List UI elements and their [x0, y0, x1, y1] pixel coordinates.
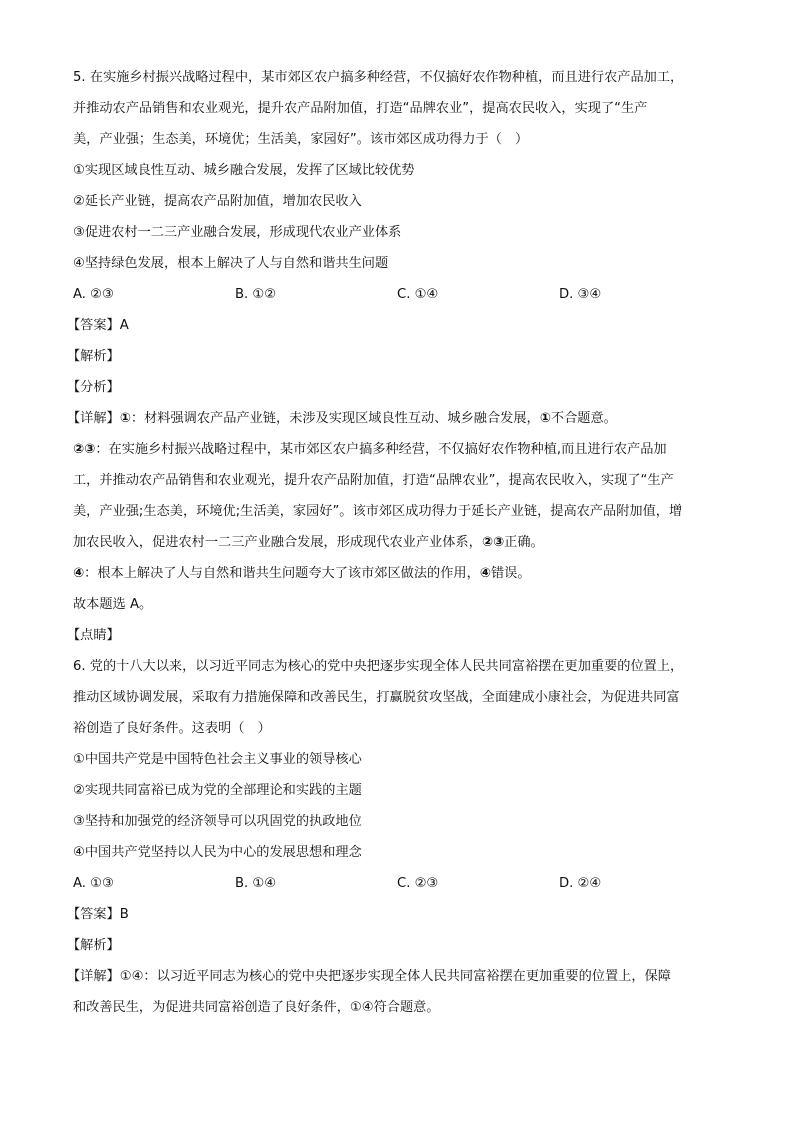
q5-detail-p2-line — [73, 434, 728, 465]
q5-stem-line: 并推动农产品销售和农业观光，提升农产品附加值，打造“品牌农业”，提高农民收入，实现了“生产 — [73, 101, 648, 116]
q6-item-3: ③坚持和加强党的经济领导可以巩固党的执政地位 — [73, 814, 362, 829]
q6-item-1: ①中国共产党是中国特色社会主义事业的领导核心 — [73, 752, 362, 767]
q6-detail-line: 和改善民生，为促进共同富裕创造了良好条件，①④符合题意。 — [73, 1000, 440, 1015]
q5-stem-line: 5. 在实施乡村振兴战略过程中，某市郊区农户搞多种经营，不仅搞好农作物种植，而且进行农产品加工， — [73, 70, 684, 85]
q6-stem-line: 裕创造了良好条件。这表明（ ） — [73, 721, 271, 736]
q5-item-3: ③促进农村一二三产业融合发展，形成现代农业产业体系 — [73, 225, 402, 240]
q5-stem-line: 美，产业强；生态美，环境优；生活美，家园好”。该市郊区成功得力于（ ） — [73, 132, 529, 147]
q6-detail-line: 【详解】①④：以习近平同志为核心的党中央把逐步实现全体人民共同富裕摆在更加重要的位置上，保障 — [67, 969, 671, 984]
q6-option-d: D. ②④ — [559, 876, 602, 891]
q5-detail-text: ：根本上解决了人与自然和谐共生问题夸大了该市郊区做法的作用， — [84, 566, 480, 581]
q5-analysis-tag: 【解析】 — [67, 349, 120, 364]
q5-detail-tag: 【详解】 — [67, 411, 120, 426]
q5-detail-text: 错误。 — [490, 566, 531, 581]
q5-detail-label: ②③ — [481, 535, 505, 550]
q5-detail-label: ① — [539, 411, 551, 426]
q5-detail-p2-line — [73, 527, 728, 558]
q5-detail-label: ① — [119, 411, 131, 426]
q6-stem-line: 推动区域协调发展，采取有力措施保障和改善民生，打赢脱贫攻坚战，全面建成小康社会，为促进共同富 — [73, 690, 680, 705]
q5-detail-label: ④ — [73, 566, 85, 581]
q6-analysis-tag: 【解析】 — [67, 938, 120, 953]
q5-item-4: ④坚持绿色发展，根本上解决了人与自然和谐共生问题 — [73, 256, 389, 271]
q5-answer: 【答案】A — [67, 318, 129, 333]
question-6 — [67, 651, 728, 1023]
q5-detail-p1 — [67, 403, 728, 434]
q5-detail-p2-line: 美，产业强;生态美，环境优;生活美，家园好”。该市郊区成功得力于延长产业链，提高农产品附加值，增 — [73, 504, 683, 519]
q5-item-1: ①实现区域良性互动、城乡融合发展，发挥了区域比较优势 — [73, 163, 415, 178]
q5-detail-label: ④ — [479, 566, 491, 581]
q5-detail-text: 正确。 — [504, 535, 544, 550]
q5-detail-text: 加农民收入，促进农村一二三产业融合发展，形成现代农业产业体系， — [73, 535, 482, 550]
q6-option-c: C. ②③ — [397, 876, 439, 891]
question-5 — [67, 62, 728, 651]
q6-option-b: B. ①④ — [235, 876, 277, 891]
q5-option-c: C. ①④ — [397, 287, 439, 302]
q6-item-2: ②实现共同富裕已成为党的全部理论和实践的主题 — [73, 783, 362, 798]
q6-item-4: ④中国共产党坚持以人民为中心的发展思想和理念 — [73, 845, 362, 860]
q5-detail-text: ：在实施乡村振兴战略过程中，某市郊区农户搞多种经营，不仅搞好农作物种植,而且进行农产品加 — [95, 442, 667, 457]
q5-option-b: B. ①② — [235, 287, 277, 302]
q5-detail-label: ②③ — [73, 442, 96, 457]
q5-detail-p2-line: 工，并推动农产品销售和农业观光，提升农产品附加值，打造“品牌农业”，提高农民收入，实现了“生产 — [73, 473, 674, 488]
q5-item-2: ②延长产业链，提高农产品附加值，增加农民收入 — [73, 194, 362, 209]
q5-fenxi-tag: 【分析】 — [67, 380, 120, 395]
q6-stem-line: 6. 党的十八大以来，以习近平同志为核心的党中央把逐步实现全体人民共同富裕摆在更加重要的位置上， — [73, 659, 684, 674]
q5-option-a: A. ②③ — [73, 287, 114, 302]
q5-option-d: D. ③④ — [559, 287, 602, 302]
q5-options — [73, 279, 728, 310]
q5-detail-p3 — [73, 558, 728, 589]
q5-detail-text: 不合题意。 — [550, 411, 617, 426]
q6-option-a: A. ①③ — [73, 876, 114, 891]
document-page — [67, 62, 728, 1023]
q6-answer: 【答案】B — [67, 907, 129, 922]
q6-options — [73, 868, 728, 899]
q5-detail-text: ：材料强调农产品产业链，未涉及实现区域良性互动、城乡融合发展， — [130, 411, 540, 426]
q5-conclusion: 故本题选 A。 — [73, 597, 153, 612]
q5-review-tag: 【点睛】 — [67, 628, 120, 643]
